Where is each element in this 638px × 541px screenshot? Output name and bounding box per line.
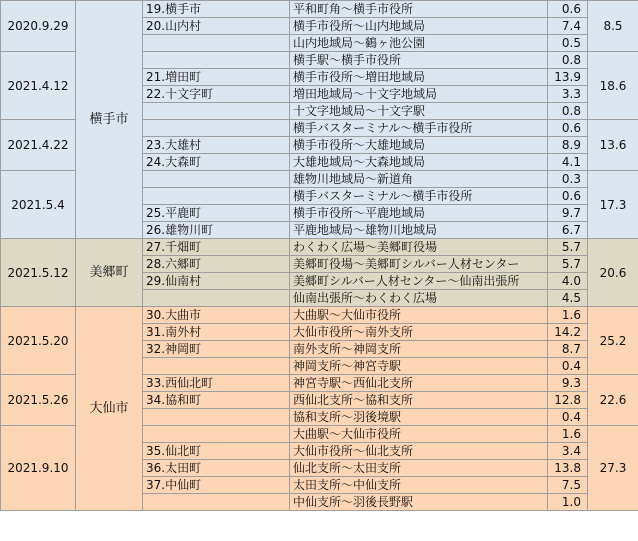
segment-distance: 0.8 — [548, 52, 588, 69]
stage-date: 2021.5.4 — [1, 171, 76, 239]
table-row — [1, 1, 638, 18]
town-name: 21.増田町 — [143, 69, 290, 86]
stage-total: 27.3 — [588, 426, 638, 511]
town-name — [143, 171, 290, 188]
segment-distance: 1.0 — [548, 494, 588, 511]
town-name: 19.横手市 — [143, 1, 290, 18]
segment-distance: 9.3 — [548, 375, 588, 392]
stage-date: 2021.5.20 — [1, 307, 76, 375]
route-segment: 大曲駅～大仙市役所 — [290, 307, 548, 324]
segment-distance: 13.8 — [548, 460, 588, 477]
stage-date: 2021.4.12 — [1, 52, 76, 120]
table-row — [1, 239, 638, 256]
stage-total: 17.3 — [588, 171, 638, 239]
town-name: 27.千畑町 — [143, 239, 290, 256]
segment-distance: 4.5 — [548, 290, 588, 307]
town-name: 33.西仙北町 — [143, 375, 290, 392]
segment-distance: 4.1 — [548, 154, 588, 171]
segment-distance: 14.2 — [548, 324, 588, 341]
route-segment: 南外支所～神岡支所 — [290, 341, 548, 358]
route-segment: わくわく広場～美郷町役場 — [290, 239, 548, 256]
segment-distance: 0.8 — [548, 103, 588, 120]
town-name — [143, 494, 290, 511]
town-name: 25.平鹿町 — [143, 205, 290, 222]
segment-distance: 5.7 — [548, 256, 588, 273]
segment-distance: 13.9 — [548, 69, 588, 86]
route-segment: 横手市役所～大雄地域局 — [290, 137, 548, 154]
route-segment: 大仙市役所～南外支所 — [290, 324, 548, 341]
town-name — [143, 426, 290, 443]
route-segment: 十文字地域局～十文字駅 — [290, 103, 548, 120]
segment-distance: 0.6 — [548, 120, 588, 137]
city-name: 大仙市 — [76, 307, 143, 511]
segment-distance: 0.6 — [548, 188, 588, 205]
town-name: 32.神岡町 — [143, 341, 290, 358]
segment-distance: 8.7 — [548, 341, 588, 358]
route-segment: 横手市役所～増田地域局 — [290, 69, 548, 86]
town-name: 23.大雄村 — [143, 137, 290, 154]
route-segment: 神岡支所～神宮寺駅 — [290, 358, 548, 375]
route-segment: 大曲駅～大仙市役所 — [290, 426, 548, 443]
route-segment: 仙北支所～太田支所 — [290, 460, 548, 477]
town-name: 37.中仙町 — [143, 477, 290, 494]
route-segment: 大仙市役所～仙北支所 — [290, 443, 548, 460]
segment-distance: 7.4 — [548, 18, 588, 35]
town-name: 36.太田町 — [143, 460, 290, 477]
town-name — [143, 120, 290, 137]
route-segment: 仙南出張所～わくわく広場 — [290, 290, 548, 307]
stage-date: 2021.5.12 — [1, 239, 76, 307]
segment-distance: 0.6 — [548, 1, 588, 18]
city-name: 美郷町 — [76, 239, 143, 307]
segment-distance: 4.0 — [548, 273, 588, 290]
segment-distance: 5.7 — [548, 239, 588, 256]
stage-date: 2020.9.29 — [1, 1, 76, 52]
route-segment: 平和町角～横手市役所 — [290, 1, 548, 18]
stage-total: 22.6 — [588, 375, 638, 426]
segment-distance: 3.3 — [548, 86, 588, 103]
town-name: 20.山内村 — [143, 18, 290, 35]
route-segment: 平鹿地域局～雄物川地域局 — [290, 222, 548, 239]
segment-distance: 8.9 — [548, 137, 588, 154]
stage-total: 13.6 — [588, 120, 638, 171]
town-name: 28.六郷町 — [143, 256, 290, 273]
route-segment: 神宮寺駅～西仙北支所 — [290, 375, 548, 392]
town-name: 35.仙北町 — [143, 443, 290, 460]
segment-distance: 1.6 — [548, 307, 588, 324]
stage-total: 25.2 — [588, 307, 638, 375]
town-name: 24.大森町 — [143, 154, 290, 171]
route-segment: 山内地域局～鶴ヶ池公園 — [290, 35, 548, 52]
segment-distance: 12.8 — [548, 392, 588, 409]
route-segment: 中仙支所～羽後長野駅 — [290, 494, 548, 511]
route-segment: 西仙北支所～協和支所 — [290, 392, 548, 409]
walk-log-body — [1, 1, 638, 511]
route-segment: 横手市役所～山内地域局 — [290, 18, 548, 35]
route-segment: 太田支所～中仙支所 — [290, 477, 548, 494]
town-name — [143, 188, 290, 205]
segment-distance: 9.7 — [548, 205, 588, 222]
stage-date: 2021.5.26 — [1, 375, 76, 426]
segment-distance: 0.4 — [548, 358, 588, 375]
segment-distance: 0.5 — [548, 35, 588, 52]
stage-total: 8.5 — [588, 1, 638, 52]
segment-distance: 3.4 — [548, 443, 588, 460]
town-name: 29.仙南村 — [143, 273, 290, 290]
table-row — [1, 307, 638, 324]
route-segment: 雄物川地域局～新道角 — [290, 171, 548, 188]
town-name: 22.十文字町 — [143, 86, 290, 103]
town-name — [143, 290, 290, 307]
town-name — [143, 409, 290, 426]
city-name: 横手市 — [76, 1, 143, 239]
segment-distance: 0.4 — [548, 409, 588, 426]
segment-distance: 7.5 — [548, 477, 588, 494]
route-segment: 美郷町役場～美郷町シルバー人材センター — [290, 256, 548, 273]
route-segment: 協和支所～羽後境駅 — [290, 409, 548, 426]
town-name — [143, 52, 290, 69]
town-name — [143, 103, 290, 120]
route-segment: 横手市役所～平鹿地域局 — [290, 205, 548, 222]
route-segment: 横手バスターミナル～横手市役所 — [290, 120, 548, 137]
town-name: 31.南外村 — [143, 324, 290, 341]
route-segment: 増田地域局～十文字地域局 — [290, 86, 548, 103]
segment-distance: 1.6 — [548, 426, 588, 443]
town-name — [143, 35, 290, 52]
town-name: 30.大曲市 — [143, 307, 290, 324]
stage-total: 18.6 — [588, 52, 638, 120]
town-name: 26.雄物川町 — [143, 222, 290, 239]
stage-total: 20.6 — [588, 239, 638, 307]
route-segment: 横手駅～横手市役所 — [290, 52, 548, 69]
segment-distance: 6.7 — [548, 222, 588, 239]
route-segment: 横手バスターミナル～横手市役所 — [290, 188, 548, 205]
segment-distance: 0.3 — [548, 171, 588, 188]
stage-date: 2021.9.10 — [1, 426, 76, 511]
town-name — [143, 358, 290, 375]
town-name: 34.協和町 — [143, 392, 290, 409]
route-segment: 大雄地域局～大森地域局 — [290, 154, 548, 171]
stage-date: 2021.4.22 — [1, 120, 76, 171]
route-segment: 美郷町シルバー人材センター～仙南出張所 — [290, 273, 548, 290]
